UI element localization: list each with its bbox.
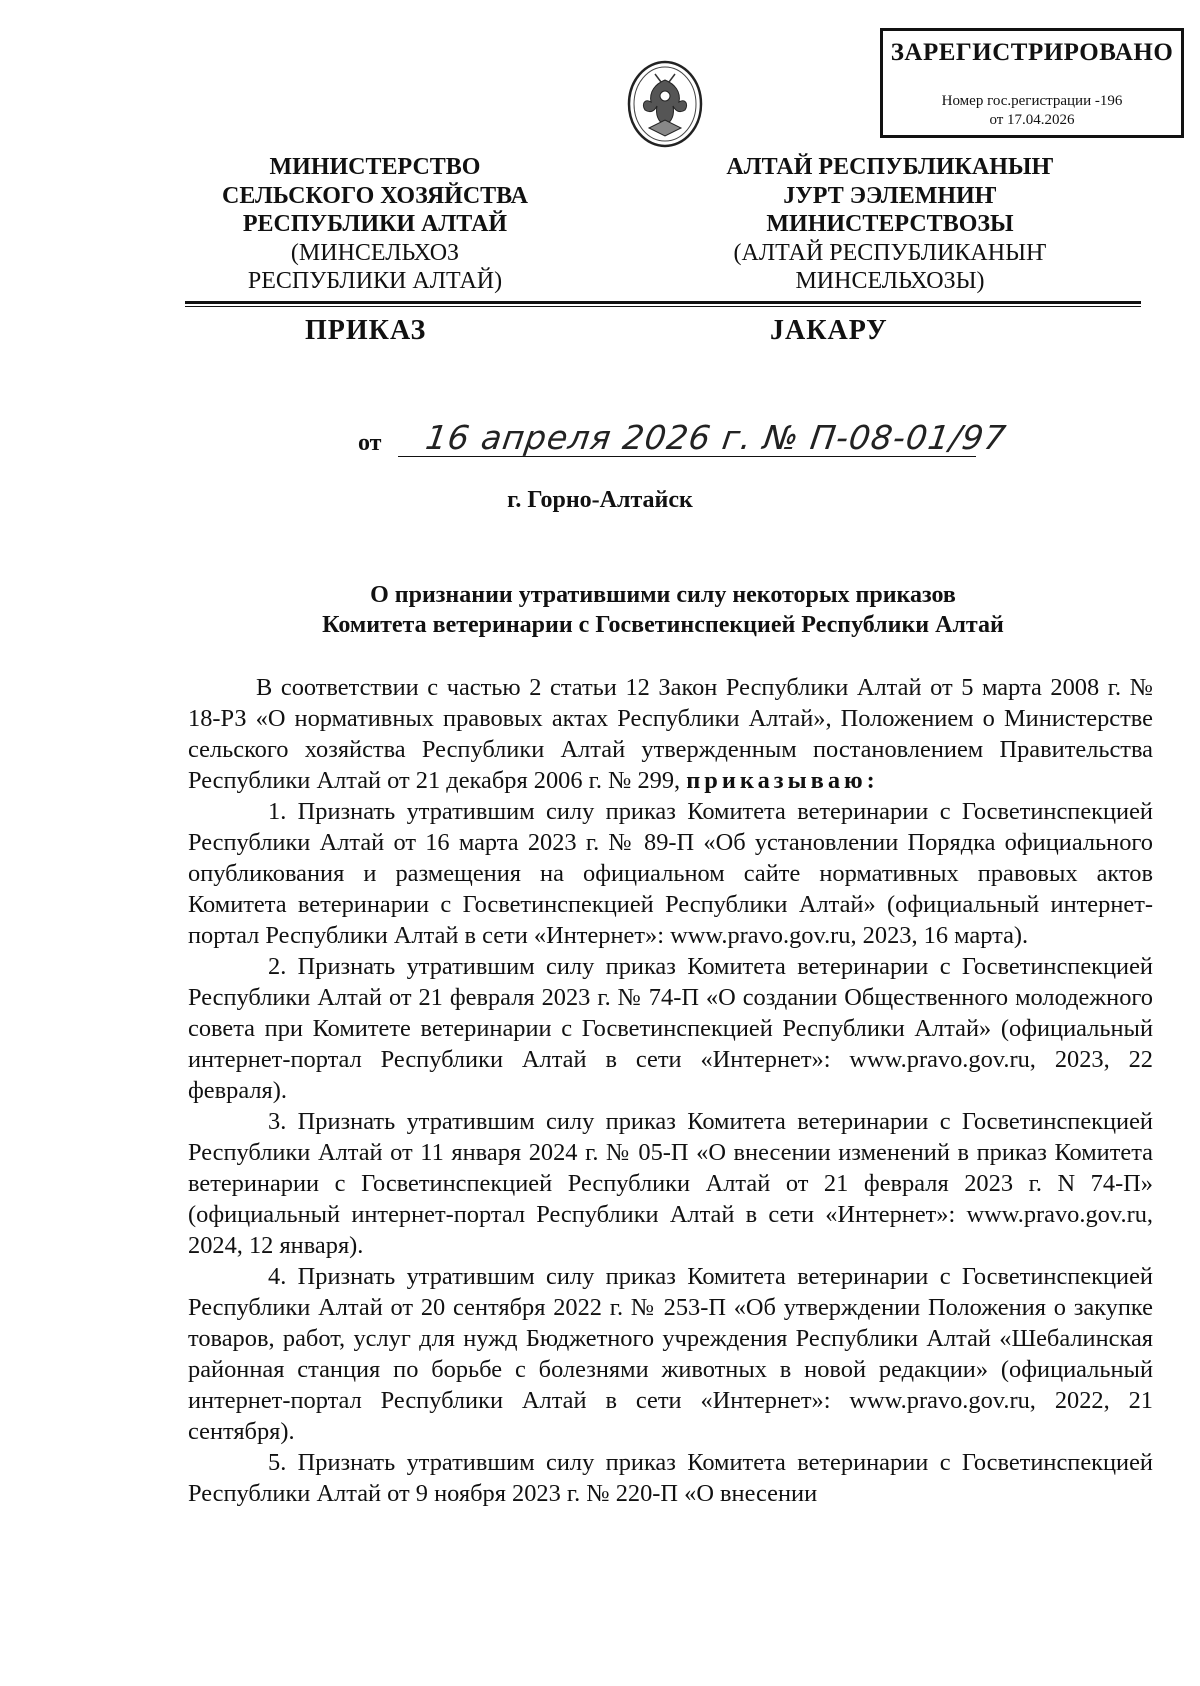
list-item: 5. Признать утратившим силу приказ Комитета ветеринарии с Госветинспекцией Республики Алтай от 9 ноября 2023 г. № 220-П «О внесении — [188, 1449, 1153, 1507]
header-left-line4: (МИНСЕЛЬХОЗ — [290, 239, 460, 266]
header-left-line3: РЕСПУБЛИКИ АЛТАЙ — [242, 211, 508, 237]
list-item: 4. Признать утратившим силу приказ Комитета ветеринарии с Госветинспекцией Республики Алтай от 20 сентября 2022 г. № 253-П «Об утверждении Положения о закупке товаров, работ, услуг для нужд Бюджетного учреждения Республики Алтай «Шебалинская районная станция по борьбе с болезнями животных в новой редакции» (официальный интернет-портал Республики Алтай в сети «Интернет»: www.pravo.gov.ru, 2022, 21 сентября). — [188, 1263, 1153, 1445]
list-item: 1. Признать утратившим силу приказ Комитета ветеринарии с Госветинспекцией Республики Алтай от 16 марта 2023 г. № 89-П «Об установлении Порядка официального опубликования и размещения на официальном сайте нормативных правовых актов Комитета ветеринарии с Госветинспекцией Республики Алтай» (официальный интернет-портал Республики Алтай в сети «Интернет»: www.pravo.gov.ru, 2023, 16 марта). — [188, 798, 1153, 949]
stamp-reg-number: Номер гос.регистрации -196 — [941, 93, 1123, 109]
header-right-line3: МИНИСТЕРСТВОЗЫ — [766, 211, 1014, 237]
header-divider — [185, 301, 1141, 304]
header-right-line1: АЛТАЙ РЕСПУБЛИКАНЫҤ — [726, 154, 1054, 180]
header-left-line5: РЕСПУБЛИКИ АЛТАЙ) — [247, 268, 503, 294]
order-body — [188, 672, 1153, 1509]
header-right-line2: ЈУРТ ЭЭЛЕМНИҤ — [783, 182, 997, 209]
header-left-line1: МИНИСТЕРСТВО — [269, 154, 481, 180]
header-right-line4: (АЛТАЙ РЕСПУБЛИКАНЫҤ — [733, 239, 1047, 266]
header-left-line2: СЕЛЬСКОГО ХОЗЯЙСТВА — [221, 182, 529, 209]
registration-stamp — [880, 28, 1184, 138]
preamble-text: В соответствии с частью 2 статьи 12 Закон Республики Алтай от 5 марта 2008 г. № 18-РЗ «О нормативных правовых актах Республики Алтай», Положением о Министерстве сельского хозяйства Республики Алтай утвержденным постановлением Правительства Республики Алтай от 21 декабря 2006 г. № 299, — [188, 674, 1153, 794]
stamp-title: ЗАРЕГИСТРИРОВАНО — [890, 39, 1174, 66]
preamble-paragraph — [188, 672, 1153, 796]
list-item: 3. Признать утратившим силу приказ Комитета ветеринарии с Госветинспекцией Республики Алтай от 11 января 2024 г. № 05-П «О внесении изменений в приказ Комитета ветеринарии с Госветинспекцией Республики Алтай от 21 февраля 2023 г. N 74-П» (официальный интернет-портал Республики Алтай в сети «Интернет»: www.pravo.gov.ru, 2024, 12 января). — [188, 1108, 1153, 1259]
subject-line1: О признании утратившими силу некоторых приказов — [370, 582, 956, 608]
header-left-ministry — [190, 153, 560, 296]
command-word: приказываю: — [686, 767, 879, 794]
subject-line2: Комитета ветеринарии с Госветинспекцией Республики Алтай — [322, 612, 1004, 638]
stamp-reg-date: от 17.04.2026 — [989, 112, 1075, 128]
list-item: 2. Признать утратившим силу приказ Комитета ветеринарии с Госветинспекцией Республики Алтай от 21 февраля 2023 г. № 74-П «О создании Общественного молодежного совета при Комитете ветеринарии с Госветинспекцией Республики Алтай» (официальный интернет-портал Республики Алтай в сети «Интернет»: www.pravo.gov.ru, 2023, 22 февраля). — [188, 953, 1153, 1104]
order-title-ru: ПРИКАЗ — [305, 315, 427, 346]
date-prefix: от — [358, 430, 382, 456]
header-divider-thin — [185, 306, 1141, 307]
city: г. Горно-Алтайск — [507, 487, 693, 513]
coat-of-arms-icon — [625, 58, 705, 150]
handwritten-date-number: 16 апреля 2026 г. № П-08-01/97 — [423, 418, 1010, 457]
header-right-ministry — [720, 153, 1060, 296]
header-right-line5: МИНСЕЛЬХОЗЫ) — [795, 268, 985, 294]
order-title-alt: ЈАКАРУ — [770, 315, 888, 346]
order-subject — [185, 580, 1141, 640]
